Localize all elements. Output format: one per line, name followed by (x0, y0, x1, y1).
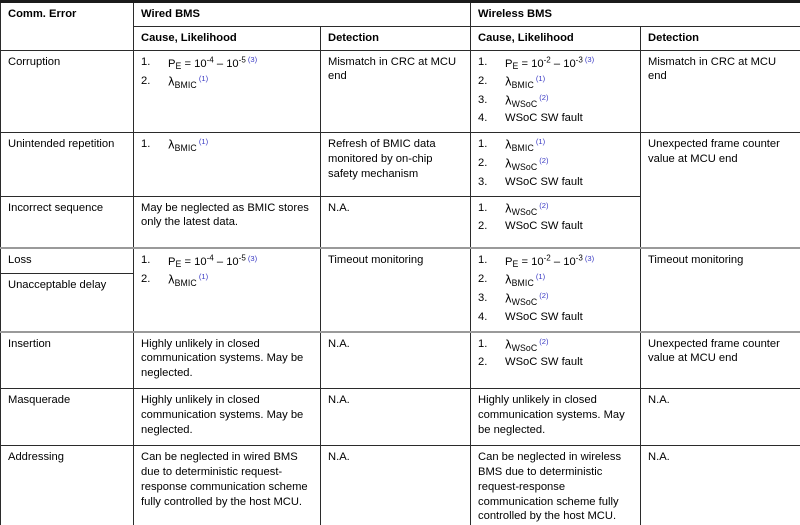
cell-error-insertion: Insertion (1, 332, 134, 389)
numbered-list (478, 201, 634, 235)
cell-wired-detection-addressing: N.A. (321, 446, 471, 525)
footnote-marker-2: (2) (539, 336, 549, 346)
header-detection-wireless: Detection (641, 26, 800, 50)
list-item: $\lambda_{BMIC}^{(1)}$ (505, 73, 546, 90)
numbered-list (478, 137, 634, 190)
footnote-marker-2: (2) (539, 155, 549, 165)
footnote-marker-2: (2) (539, 92, 549, 102)
footnote-marker-1: (1) (198, 137, 209, 147)
list-item: WSoC SW fault (505, 356, 583, 369)
list-item: $\lambda_{WSoC}^{(2)}$ (505, 92, 549, 109)
cell-error-unintended-repetition: Unintended repetition (1, 133, 134, 196)
list-item: $P_E = 10^{-2} - 10^{-3}$ $^{(3)}$ (505, 55, 595, 72)
list-item: $\lambda_{WSoC}^{(2)}$ (505, 336, 549, 353)
list-item: WSoC SW fault (505, 220, 583, 233)
footnote-marker-3: (3) (584, 55, 595, 65)
cell-wired-cause-masquerade: Highly unlikely in closed communication systems. May be neglected. (134, 389, 321, 446)
cell-wireless-cause-insertion (471, 332, 641, 389)
header-comm-error: Comm. Error (1, 2, 134, 51)
list-item: $\lambda_{WSoC}^{(2)}$ (505, 200, 549, 217)
table-row-unintended-repetition (1, 133, 800, 196)
numbered-list (141, 253, 314, 290)
cell-error-loss: Loss (1, 248, 134, 273)
header-wireless-bms: Wireless BMS (471, 2, 800, 27)
list-item: $\lambda_{BMIC}^{(1)}$ (505, 272, 546, 289)
numbered-list (141, 137, 314, 154)
header-detection-wired: Detection (321, 26, 471, 50)
footnote-marker-1: (1) (198, 272, 209, 282)
cell-wired-cause-loss (134, 248, 321, 332)
numbered-list (478, 337, 634, 371)
cell-wired-detection-insertion: N.A. (321, 332, 471, 389)
cell-wired-detection-incorrect-sequence: N.A. (321, 196, 471, 248)
header-cause-likelihood-wired: Cause, Likelihood (134, 26, 321, 50)
footnote-marker-1: (1) (535, 272, 546, 282)
list-item: $P_E = 10^{-2} - 10^{-3}$ $^{(3)}$ (505, 253, 595, 270)
footnote-marker-3: (3) (584, 253, 595, 263)
cell-wired-cause-insertion: Highly unlikely in closed communication systems. May be neglected. (134, 332, 321, 389)
cell-error-addressing: Addressing (1, 446, 134, 525)
cell-wired-detection-unintended-repetition: Refresh of BMIC data monitored by on-chip safety mechanism (321, 133, 471, 196)
list-item: $\lambda_{BMIC}^{(1)}$ (168, 73, 209, 90)
footnote-marker-1: (1) (535, 73, 546, 83)
cell-wireless-cause-unintended-repetition (471, 133, 641, 196)
table-row-corruption (1, 50, 800, 133)
cell-wireless-detection-loss: Timeout monitoring (641, 248, 800, 332)
cell-error-masquerade: Masquerade (1, 389, 134, 446)
numbered-list (478, 253, 634, 325)
list-item: WSoC SW fault (505, 310, 583, 323)
cell-wireless-cause-corruption (471, 50, 641, 133)
numbered-list (478, 55, 634, 127)
cell-wireless-detection-masquerade: N.A. (641, 389, 800, 446)
list-item: $\lambda_{BMIC}^{(1)}$ (168, 272, 209, 289)
list-item: WSoC SW fault (505, 175, 583, 188)
footnote-marker-1: (1) (535, 137, 546, 147)
cell-wireless-cause-addressing: Can be neglected in wireless BMS due to deterministic request-response communication scheme fully controlled by the host MCU. (471, 446, 641, 525)
table-header-row-1 (1, 2, 800, 27)
cell-wireless-cause-loss (471, 248, 641, 332)
footnote-marker-2: (2) (539, 200, 549, 210)
list-item: $\lambda_{WSoC}^{(2)}$ (505, 155, 549, 172)
list-item: $P_E = 10^{-4} - 10^{-5}$ $^{(3)}$ (168, 253, 258, 270)
cell-error-unacceptable-delay: Unacceptable delay (1, 273, 134, 332)
cell-wired-cause-corruption (134, 50, 321, 133)
cell-error-corruption: Corruption (1, 50, 134, 133)
footnote-marker-1: (1) (198, 73, 209, 83)
cell-wired-cause-incorrect-sequence: May be neglected as BMIC stores only the latest data. (134, 196, 321, 248)
table-row-insertion (1, 332, 800, 389)
list-item: WSoC SW fault (505, 112, 583, 125)
list-item: $\lambda_{WSoC}^{(2)}$ (505, 291, 549, 307)
cell-wireless-detection-addressing: N.A. (641, 446, 800, 525)
cell-wireless-detection-unintended-repetition: Unexpected frame counter value at MCU end (641, 133, 800, 248)
footnote-marker-3: (3) (247, 253, 258, 263)
footnote-marker-2: (2) (539, 291, 549, 301)
header-cause-likelihood-wireless: Cause, Likelihood (471, 26, 641, 50)
list-item: $\lambda_{BMIC}^{(1)}$ (505, 137, 546, 154)
table-row-loss (1, 248, 800, 273)
cell-wireless-detection-insertion: Unexpected frame counter value at MCU end (641, 332, 800, 389)
list-item: $P_E = 10^{-4} - 10^{-5}$ $^{(3)}$ (168, 55, 258, 72)
cell-wired-detection-loss: Timeout monitoring (321, 248, 471, 332)
cell-wired-cause-unintended-repetition (134, 133, 321, 196)
cell-wireless-cause-masquerade: Highly unlikely in closed communication systems. May be neglected. (471, 389, 641, 446)
footnote-marker-3: (3) (247, 55, 258, 65)
table-row-addressing (1, 446, 800, 525)
cell-wireless-cause-incorrect-sequence (471, 196, 641, 248)
table-row-masquerade (1, 389, 800, 446)
header-wired-bms: Wired BMS (134, 2, 471, 27)
cell-error-incorrect-sequence: Incorrect sequence (1, 196, 134, 248)
cell-wired-cause-addressing: Can be neglected in wired BMS due to deterministic request-response communication scheme fully controlled by the host MCU. (134, 446, 321, 525)
cell-wired-detection-masquerade: N.A. (321, 389, 471, 446)
list-item: $\lambda_{BMIC}^{(1)}$ (168, 137, 209, 154)
cell-wired-detection-corruption: Mismatch in CRC at MCU end (321, 50, 471, 133)
numbered-list (141, 55, 314, 92)
cell-wireless-detection-corruption: Mismatch in CRC at MCU end (641, 50, 800, 133)
